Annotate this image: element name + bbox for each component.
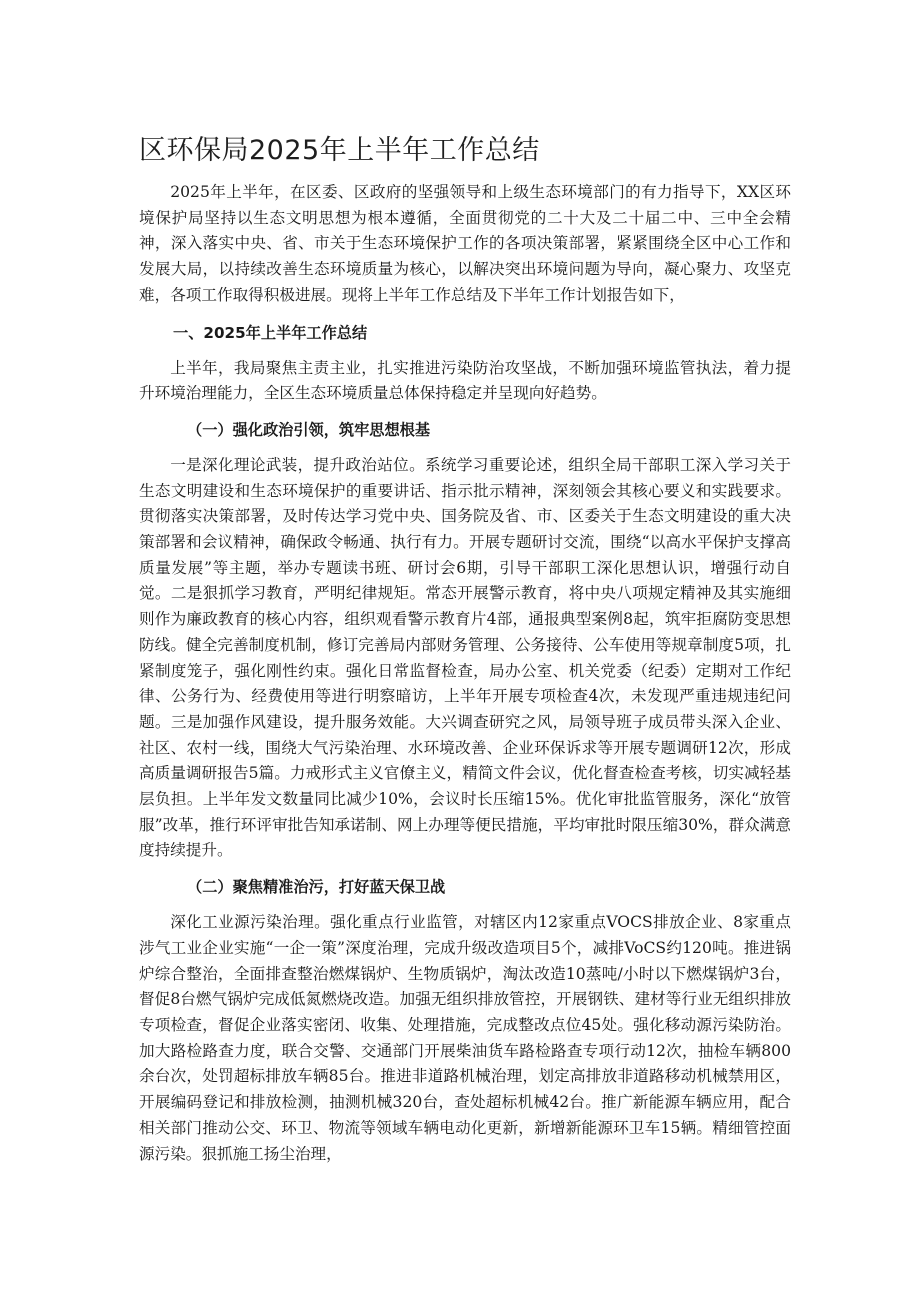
subsection-heading-1: （一）强化政治引领，筑牢思想根基 <box>187 420 430 439</box>
section-summary-paragraph: 上半年，我局聚焦主责主业，扎实推进污染防治攻坚战，不断加强环境监管执法，着力提升环境治理能力，全区生态环境质量总体保持稳定并呈现向好趋势。 <box>139 358 791 403</box>
subsection-1-body: 一是深化理论武装，提升政治站位。系统学习重要论述，组织全局干部职工深入学习关于生态文明建设和生态环境保护的重要讲话、指示批示精神，深刻领会其核心要义和实践要求。贯彻落实决策部署，及时传达学习党中央、国务院及省、市、区委关于生态文明建设的重大决策部署和会议精神，确保政令畅通、执行有力。开展专题研讨交流，围绕“以高水平保护支撑高质量发展”等主题，举办专题读书班、研讨会6期，引导干部职工深化思想认识，增强行动自觉。二是狠抓学习教育，严明纪律规矩。常态开展警示教育，将中央八项规定精神及其实施细则作为廉政教育的核心内容，组织观看警示教育片4部，通报典型案例8起，筑牢拒腐防变思想防线。健全完善制度机制，修订完善局内部财务管理、公务接待、公车使用等规章制度5项，扎紧制度笼子，强化刚性约束。强化日常监督检查，局办公室、机关党委（纪委）定期对工作纪律、公务行为、经费使用等进行明察暗访，上半年开展专项检查4次，未发现严重违规违纪问题。三是加强作风建设，提升服务效能。大兴调查研究之风，局领导班子成员带头深入企业、社区、农村一线，围绕大气污染治理、水环境改善、企业环保诉求等开展专题调研12次，形成高质量调研报告5篇。力戒形式主义官僚主义，精简文件会议，优化督查检查考核，切实减轻基层负担。上半年发文数量同比减少10%，会议时长压缩15%。优化审批监管服务，深化“放管服”改革，推行环评审批告知承诺制、网上办理等便民措施，平均审批时限压缩30%，群众满意度持续提升。 <box>139 455 791 860</box>
subsection-2-body: 深化工业源污染治理。强化重点行业监管，对辖区内12家重点VOCS排放企业、8家重点涉气工业企业实施“一企一策”深度治理，完成升级改造项目5个，减排VoCS约120吨。推进锅炉综合整治，全面排查整治燃煤锅炉、生物质锅炉，淘汰改造10蒸吨/小时以下燃煤锅炉3台，督促8台燃气锅炉完成低氮燃烧改造。加强无组织排放管控，开展钢铁、建材等行业无组织排放专项检查，督促企业落实密闭、收集、处理措施，完成整改点位45处。强化移动源污染防治。加大路检路查力度，联合交警、交通部门开展柴油货车路检路查专项行动12次，抽检车辆800余台次，处罚超标排放车辆85台。推进非道路机械治理，划定高排放非道路移动机械禁用区，开展编码登记和排放检测，抽测机械320台，查处超标机械42台。推广新能源车辆应用，配合相关部门推动公交、环卫、物流等领域车辆电动化更新，新增新能源环卫车15辆。精细管控面源污染。狠抓施工扬尘治理， <box>139 913 791 1163</box>
document-body <box>139 180 791 1167</box>
section-heading: 一、2025年上半年工作总结 <box>173 323 368 342</box>
document-title: 区环保局2025年上半年工作总结 <box>139 135 540 166</box>
intro-paragraph: 2025年上半年，在区委、区政府的坚强领导和上级生态环境部门的有力指导下，XX区环境保护局坚持以生态文明思想为根本遵循，全面贯彻党的二十大及二十届二中、三中全会精神，深入落实中央、省、市关于生态环境保护工作的各项决策部署，紧紧围绕全区中心工作和发展大局，以持续改善生态环境质量为核心，以解决突出环境问题为导向，凝心聚力、攻坚克难，各项工作取得积极进展。现将上半年工作总结及下半年工作计划报告如下， <box>139 183 791 304</box>
subsection-heading-2: （二）聚焦精准治污，打好蓝天保卫战 <box>187 878 446 897</box>
